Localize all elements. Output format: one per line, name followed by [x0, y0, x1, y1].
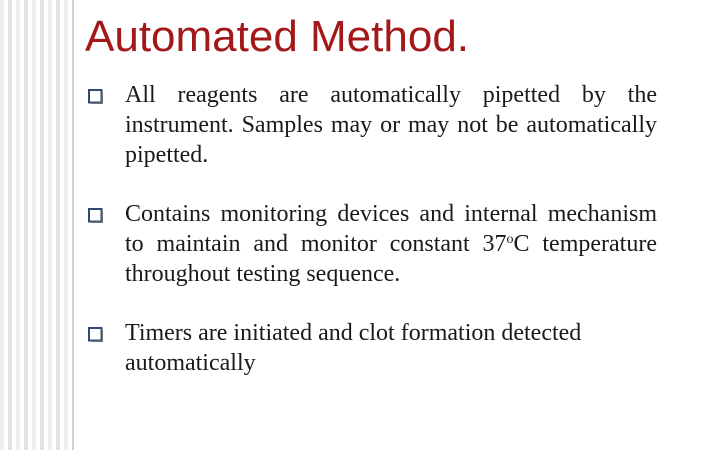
degree-superscript: o: [506, 232, 514, 247]
slide-title: Automated Method.: [85, 12, 470, 61]
decorative-side-stripes: [0, 0, 80, 450]
bullet-text: Timers are initiated and clot formation detected automatically: [125, 320, 582, 376]
bullet-list: [85, 80, 657, 407]
checkbox-square-icon: [88, 208, 103, 223]
bullet-item: [85, 199, 657, 289]
bullet-text-continued: C temperature throughout testing sequence.: [125, 231, 657, 287]
bullet-item: [85, 318, 657, 378]
checkbox-square-icon: [88, 89, 103, 104]
bullet-text: All reagents are automatically pipetted by the instrument. Samples may or may not be automatically pipetted.: [125, 82, 657, 168]
bullet-item: [85, 80, 657, 170]
checkbox-square-icon: [88, 327, 103, 342]
bullet-text: Contains monitoring devices and internal mechanism to maintain and monitor constant 37: [125, 201, 657, 257]
